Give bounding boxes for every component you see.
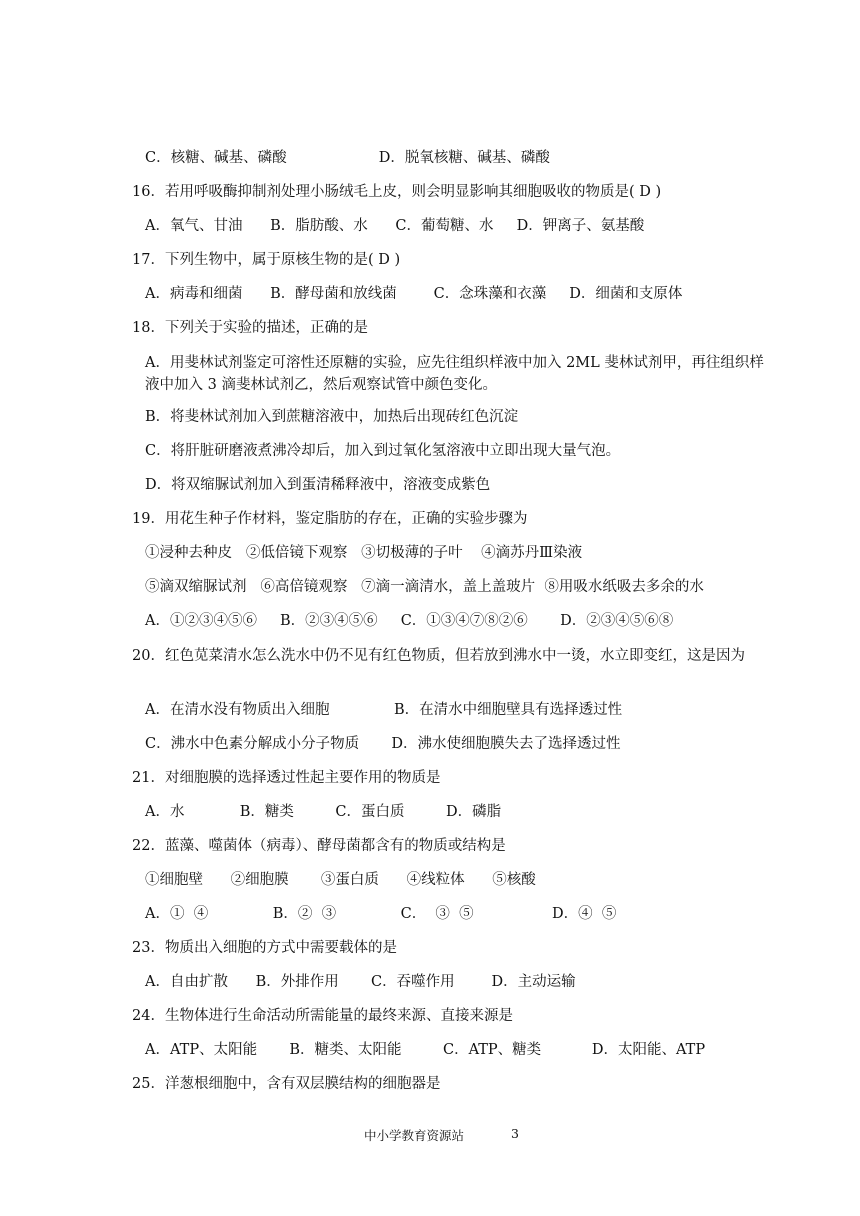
question-16: 16．若用呼吸酶抑制剂处理小肠绒毛上皮，则会明显影响其细胞吸收的物质是( D ): [132, 184, 662, 200]
option-line: A．自由扩散 B．外排作用 C．吞噬作用 D．主动运输: [145, 974, 576, 990]
option-line: D．将双缩脲试剂加入到蛋清稀释液中，溶液变成紫色: [145, 477, 491, 493]
option-line: B．将斐林试剂加入到蔗糖溶液中，加热后出现砖红色沉淀: [145, 409, 519, 425]
option-line: A．①②③④⑤⑥ B．②③④⑤⑥ C．①③④⑦⑧②⑥ D．②③④⑤⑥⑧: [145, 613, 674, 629]
question-24: 24．生物体进行生命活动所需能量的最终来源、直接来源是: [132, 1008, 513, 1024]
option-line: A．ATP、太阳能 B．糖类、太阳能 C．ATP、糖类 D．太阳能、ATP: [145, 1042, 706, 1058]
question-18: 18．下列关于实验的描述，正确的是: [132, 320, 368, 336]
option-line: C．将肝脏研磨液煮沸冷却后，加入到过氧化氢溶液中立即出现大量气泡。: [145, 443, 621, 459]
option-line: C．核糖、碱基、磷酸 D．脱氧核糖、碱基、磷酸: [145, 150, 550, 166]
step-line: ⑤滴双缩脲试剂 ⑥高倍镜观察 ⑦滴一滴清水，盖上盖玻片 ⑧用吸水纸吸去多余的水: [145, 579, 704, 595]
option-line: A．在清水没有物质出入细胞 B．在清水中细胞壁具有选择透过性: [145, 702, 623, 718]
step-line: ①细胞壁 ②细胞膜 ③蛋白质 ④线粒体 ⑤核酸: [145, 872, 536, 888]
question-17: 17．下列生物中，属于原核生物的是( D ): [132, 252, 401, 268]
option-line: C．沸水中色素分解成小分子物质 D．沸水使细胞膜失去了选择透过性: [145, 736, 621, 752]
question-19: 19．用花生种子作材料，鉴定脂肪的存在，正确的实验步骤为: [132, 511, 528, 527]
question-21: 21．对细胞膜的选择透过性起主要作用的物质是: [132, 770, 441, 786]
option-line: A．水 B．糖类 C．蛋白质 D．磷脂: [145, 804, 502, 820]
question-22: 22．蓝藻、噬菌体（病毒）、酵母菌都含有的物质或结构是: [132, 838, 506, 854]
question-25: 25．洋葱根细胞中，含有双层膜结构的细胞器是: [132, 1076, 441, 1092]
option-line: A．氧气、甘油 B．脂肪酸、水 C．葡萄糖、水 D．钾离子、氨基酸: [145, 218, 645, 234]
page-number: 3: [511, 1126, 519, 1141]
option-line: A．① ④ B．② ③ C． ③ ⑤ D．④ ⑤: [145, 906, 617, 922]
option-line: A．病毒和细菌 B．酵母菌和放线菌 C．念珠藻和衣藻 D．细菌和支原体: [145, 286, 683, 302]
question-20: 20．红色苋菜清水怎么洗水中仍不见有红色物质，但若放到沸水中一烫，水立即变红，这是因为: [132, 648, 745, 664]
option-line: A．用斐林试剂鉴定可溶性还原糖的实验，应先往组织样液中加入 2ML 斐林试剂甲，再往组织样液中加入 3 滴斐林试剂乙，然后观察试管中颜色变化。: [145, 355, 764, 393]
question-23: 23．物质出入细胞的方式中需要载体的是: [132, 940, 397, 956]
footer-site-name: 中小学教育资源站: [364, 1128, 465, 1143]
step-line: ①浸种去种皮 ②低倍镜下观察 ③切极薄的子叶 ④滴苏丹Ⅲ染液: [145, 545, 583, 561]
